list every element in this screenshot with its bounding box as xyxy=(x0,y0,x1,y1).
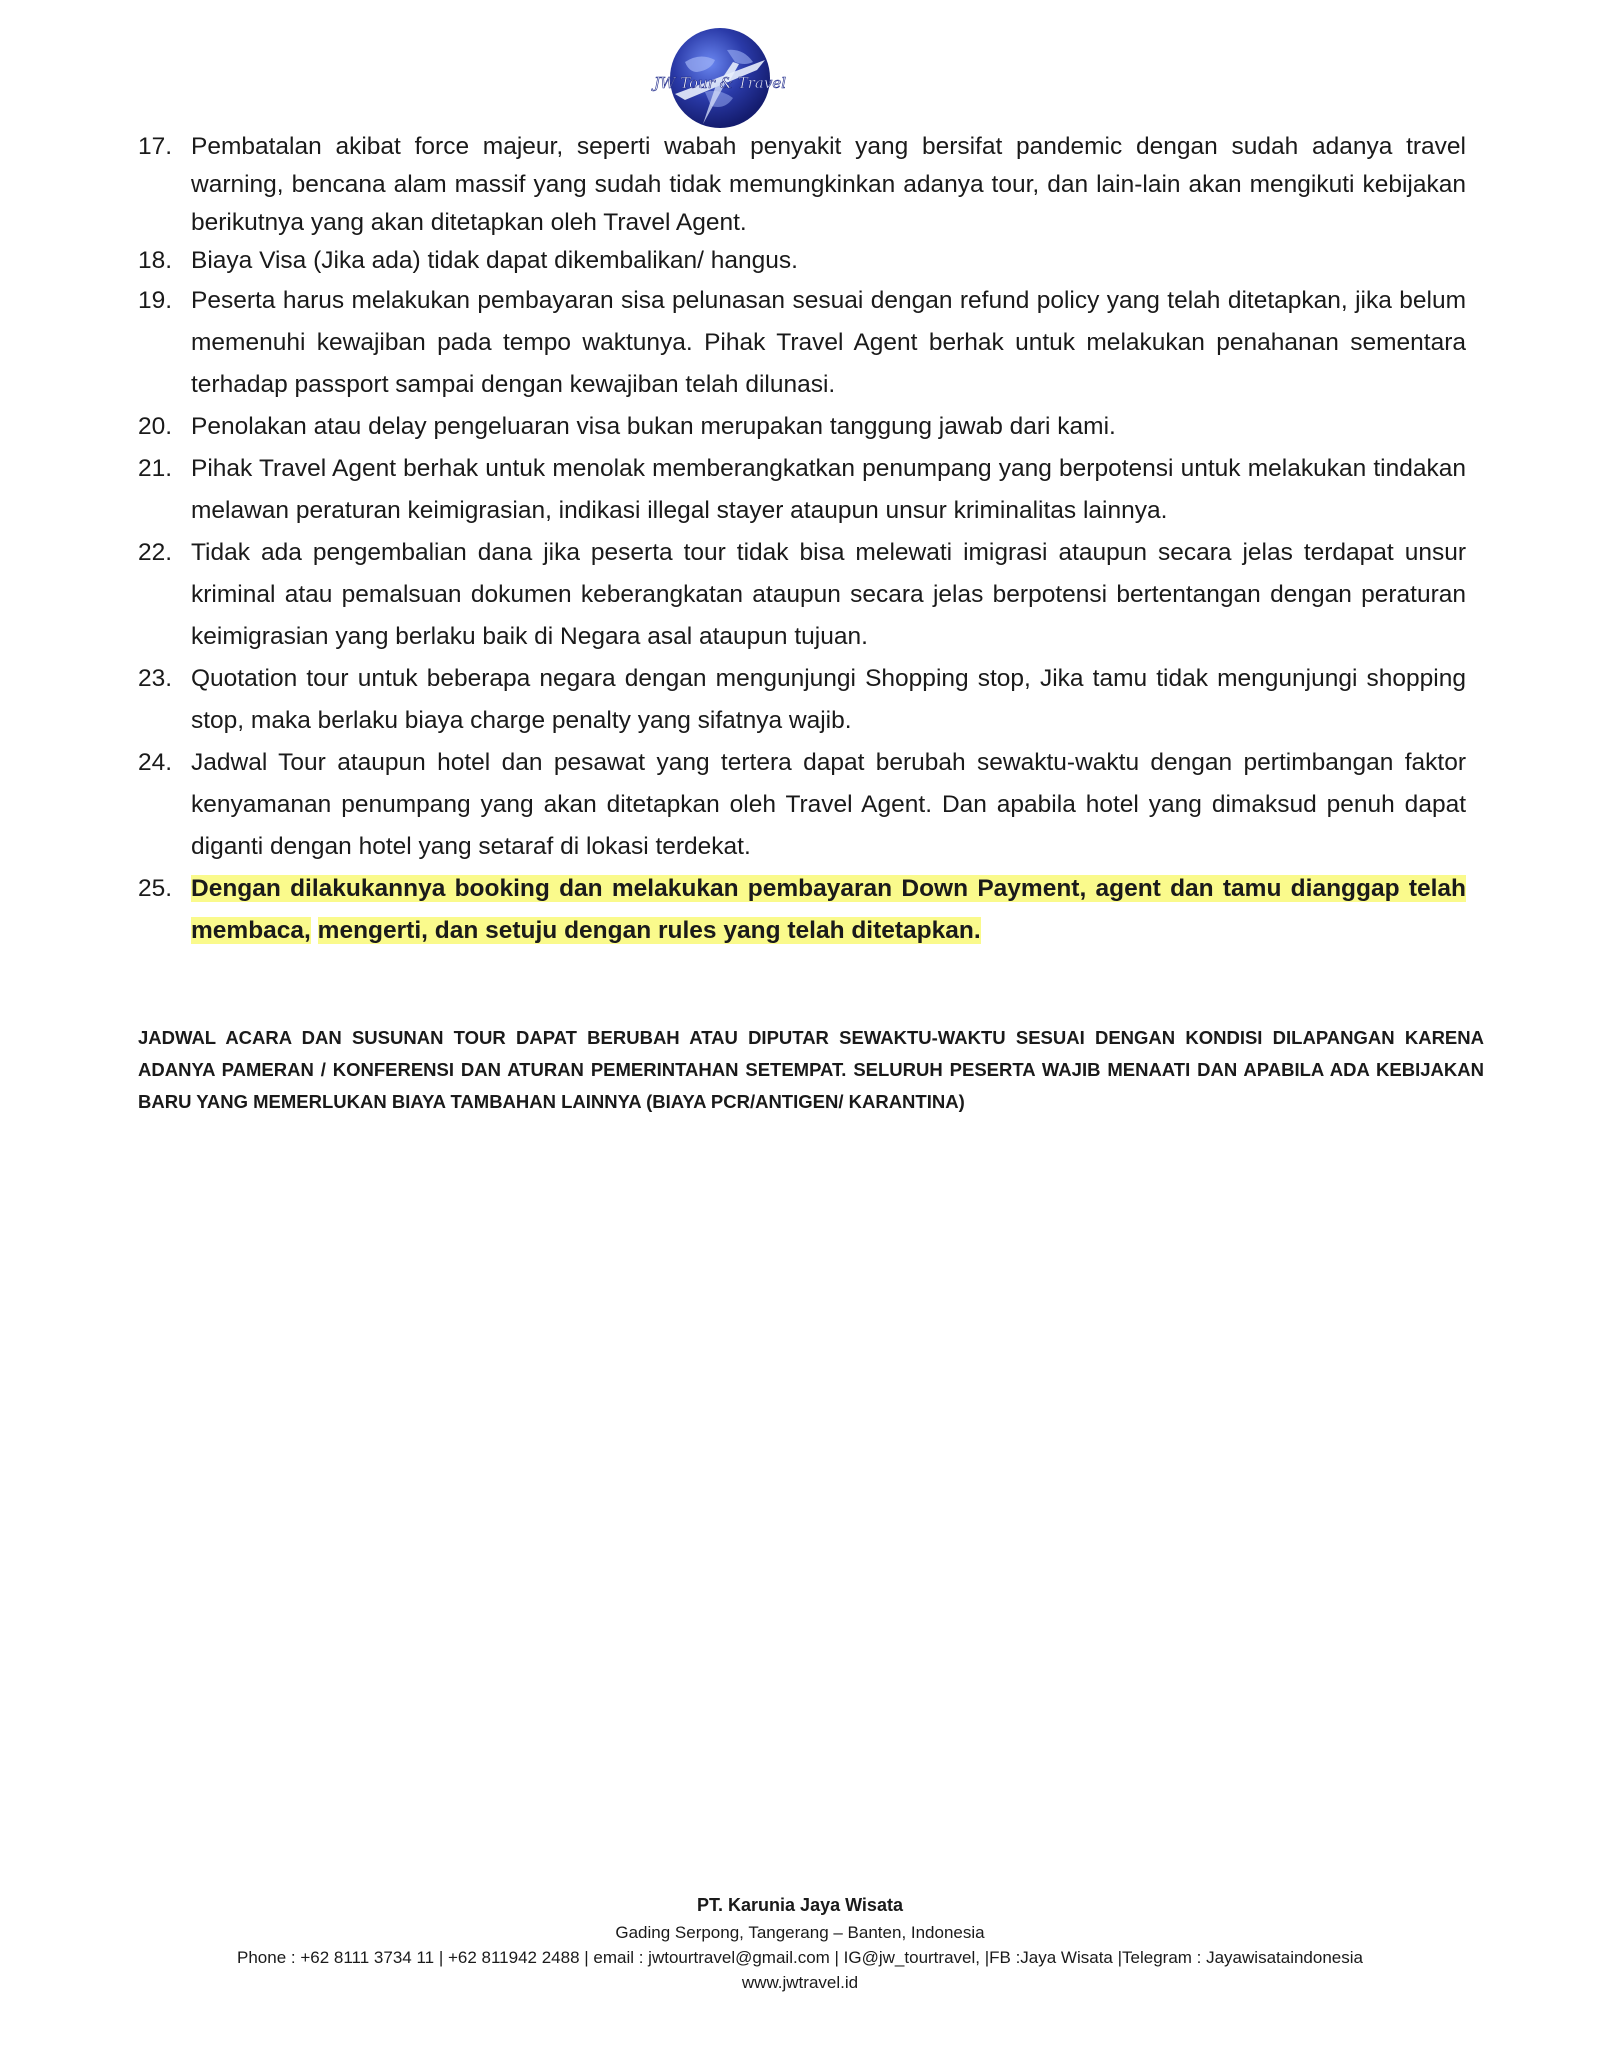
schedule-notice: JADWAL ACARA DAN SUSUNAN TOUR DAPAT BERUBAH ATAU DIPUTAR SEWAKTU-WAKTU SESUAI DENGAN KONDISI DILAPANGAN KARENA ADANYA PAMERAN / KONFERENSI DAN ATURAN PEMERINTAHAN SETEMPAT. SELURUH PESERTA WAJIB MENAATI DAN APABILA ADA KEBIJAKAN BARU YANG MEMERLUKAN BIAYA TAMBAHAN LAINNYA (BIAYA PCR/ANTIGEN/ KARANTINA) xyxy=(138,1027,1484,1112)
term-text: Jadwal Tour ataupun hotel dan pesawat yang tertera dapat berubah sewaktu-waktu dengan pertimbangan faktor kenyamanan penumpang yang akan ditetapkan oleh Travel Agent. Dan apabila hotel yang dimaksud penuh dapat diganti dengan hotel yang setaraf di lokasi terdekat. xyxy=(191,749,1466,860)
terms-list xyxy=(138,128,1466,952)
footer-address: Gading Serpong, Tangerang – Banten, Indonesia xyxy=(615,1923,985,1942)
term-item xyxy=(138,532,1466,658)
highlighted-text: mengerti, dan setuju dengan rules yang telah ditetapkan. xyxy=(317,917,981,944)
term-number: 17. xyxy=(138,133,173,160)
page-footer xyxy=(0,1890,1600,1995)
term-number: 20. xyxy=(138,413,173,440)
footer-contact: Phone : +62 8111 3734 11 | +62 811942 2488 | email : jwtourtravel@gmail.com | IG@jw_tourtravel, |FB :Jaya Wisata |Telegram : Jayawisataindonesia xyxy=(237,1948,1363,1967)
term-text: Penolakan atau delay pengeluaran visa bukan merupakan tanggung jawab dari kami. xyxy=(191,413,1116,440)
footer-website: www.jwtravel.id xyxy=(741,1973,859,1992)
term-number: 19. xyxy=(138,287,173,314)
term-number: 22. xyxy=(138,539,173,566)
term-number: 23. xyxy=(138,665,173,692)
term-item xyxy=(138,406,1466,448)
term-number: 24. xyxy=(138,749,173,776)
term-item xyxy=(138,242,1466,280)
term-item xyxy=(138,742,1466,868)
term-item xyxy=(138,128,1466,242)
term-item xyxy=(138,448,1466,532)
term-number: 18. xyxy=(138,247,173,274)
globe-airplane-logo-icon xyxy=(645,22,795,140)
term-item xyxy=(138,868,1466,952)
term-text: Tidak ada pengembalian dana jika peserta tour tidak bisa melewati imigrasi ataupun secara jelas terdapat unsur kriminal atau pemalsuan dokumen keberangkatan ataupun secara jelas berpotensi bertentangan dengan peraturan keimigrasian yang berlaku baik di Negara asal ataupun tujuan. xyxy=(191,539,1466,650)
term-text: Biaya Visa (Jika ada) tidak dapat dikembalikan/ hangus. xyxy=(191,247,798,274)
term-item xyxy=(138,280,1466,406)
highlighted-text: Dengan dilakukannya booking dan melakukan pembayaran Down Payment, agent dan tamu dianggap telah membaca, xyxy=(191,875,1466,944)
term-text-highlighted xyxy=(191,875,1466,944)
term-number: 25. xyxy=(138,875,173,902)
footer-company-name: PT. Karunia Jaya Wisata xyxy=(697,1895,903,1915)
term-text: Quotation tour untuk beberapa negara dengan mengunjungi Shopping stop, Jika tamu tidak mengunjungi shopping stop, maka berlaku biaya charge penalty yang sifatnya wajib. xyxy=(191,665,1466,734)
term-item xyxy=(138,658,1466,742)
term-number: 21. xyxy=(138,455,173,482)
company-logo xyxy=(645,22,795,140)
svg-text:JW Tour & Travel: JW Tour & Travel xyxy=(653,74,787,92)
term-text: Pihak Travel Agent berhak untuk menolak memberangkatkan penumpang yang berpotensi untuk melakukan tindakan melawan peraturan keimigrasian, indikasi illegal stayer ataupun unsur kriminalitas lainnya. xyxy=(191,455,1466,524)
term-text: Peserta harus melakukan pembayaran sisa pelunasan sesuai dengan refund policy yang telah ditetapkan, jika belum memenuhi kewajiban pada tempo waktunya. Pihak Travel Agent berhak untuk melakukan penahanan sementara terhadap passport sampai dengan kewajiban telah dilunasi. xyxy=(191,287,1466,398)
term-text: Pembatalan akibat force majeur, seperti wabah penyakit yang bersifat pandemic dengan sudah adanya travel warning, bencana alam massif yang sudah tidak memungkinkan adanya tour, dan lain-lain akan mengikuti kebijakan berikutnya yang akan ditetapkan oleh Travel Agent. xyxy=(191,133,1466,236)
